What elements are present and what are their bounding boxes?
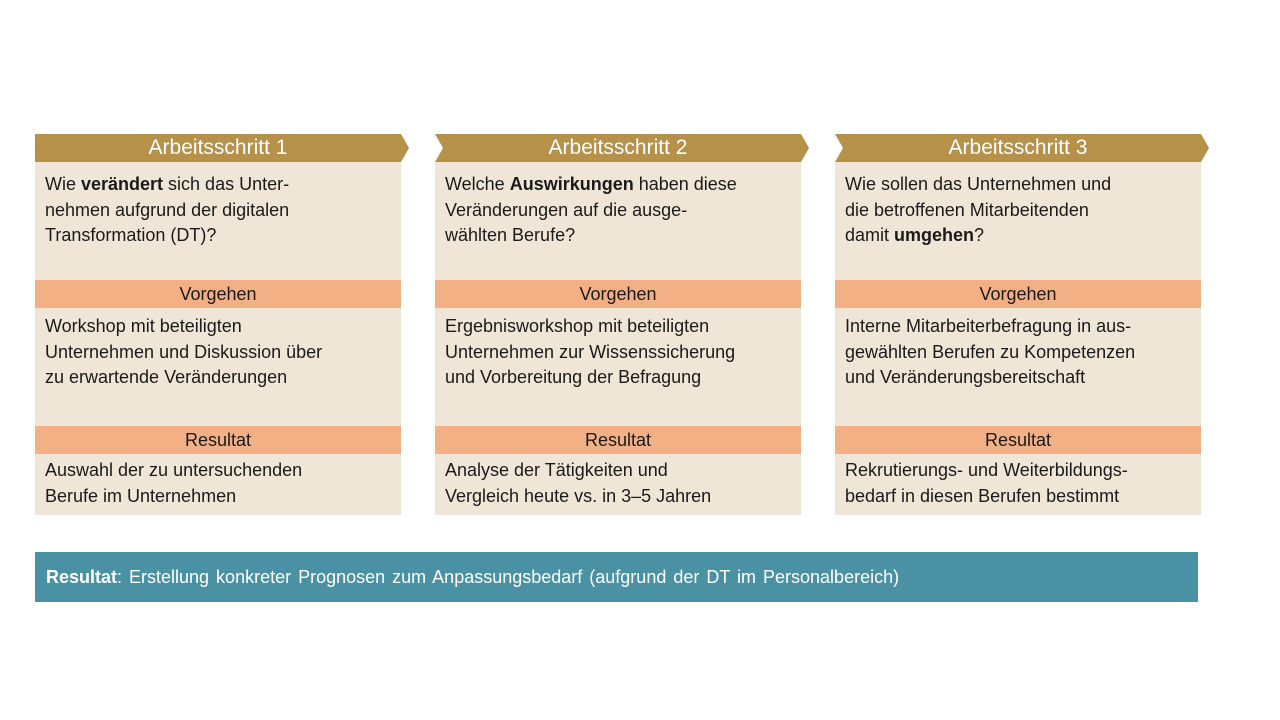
question-box xyxy=(35,162,401,280)
resultat-text: Auswahl der zu untersuchenden Berufe im Unternehmen xyxy=(45,460,303,506)
final-result-bar xyxy=(35,552,1198,602)
question-box xyxy=(435,162,801,280)
step-header-3 xyxy=(835,134,1209,162)
vorgehen-text: Workshop mit beteiligten Unternehmen und Diskussion über zu erwartende Veränderungen xyxy=(45,316,323,387)
resultat-text: Analyse der Tätigkeiten und Vergleich heute vs. in 3–5 Jahren xyxy=(445,460,712,506)
step-header-2 xyxy=(435,134,809,162)
vorgehen-label: Vorgehen xyxy=(835,280,1201,308)
resultat-box xyxy=(835,454,1201,515)
question-text: Wie verändert sich das Unter- nehmen aufgrund der digitalen Transformation (DT)? xyxy=(45,174,290,245)
resultat-text: Rekrutierungs- und Weiterbildungs- bedarf in diesen Berufen bestimmt xyxy=(845,460,1128,506)
vorgehen-text: Ergebnisworkshop mit beteiligten Unternehmen zur Wissenssicherung und Vorbereitung der Befragung xyxy=(445,316,736,387)
step-title: Arbeitsschritt 3 xyxy=(948,136,1088,159)
resultat-label: Resultat xyxy=(835,426,1201,454)
vorgehen-box xyxy=(835,308,1201,426)
question-text: Welche Auswirkungen haben diese Veränderungen auf die ausge- wählten Berufe? xyxy=(445,174,737,245)
question-box xyxy=(835,162,1201,280)
final-result-text: : Erstellung konkreter Prognosen zum Anpassungsbedarf (aufgrund der DT im Personalbereich) xyxy=(117,567,900,587)
vorgehen-text: Interne Mitarbeiterbefragung in aus- gewählten Berufen zu Kompetenzen und Veränderungsbereitschaft xyxy=(845,316,1136,387)
resultat-box xyxy=(35,454,401,515)
vorgehen-label: Vorgehen xyxy=(35,280,401,308)
resultat-label: Resultat xyxy=(35,426,401,454)
vorgehen-box xyxy=(35,308,401,426)
question-text: Wie sollen das Unternehmen und die betroffenen Mitarbeitenden damit umgehen? xyxy=(845,174,1112,245)
vorgehen-label: Vorgehen xyxy=(435,280,801,308)
step-title: Arbeitsschritt 1 xyxy=(148,136,288,159)
vorgehen-box xyxy=(435,308,801,426)
step-title: Arbeitsschritt 2 xyxy=(548,136,688,159)
final-result-label: Resultat xyxy=(46,567,118,587)
resultat-box xyxy=(435,454,801,515)
resultat-label: Resultat xyxy=(435,426,801,454)
step-header-1 xyxy=(35,134,409,162)
